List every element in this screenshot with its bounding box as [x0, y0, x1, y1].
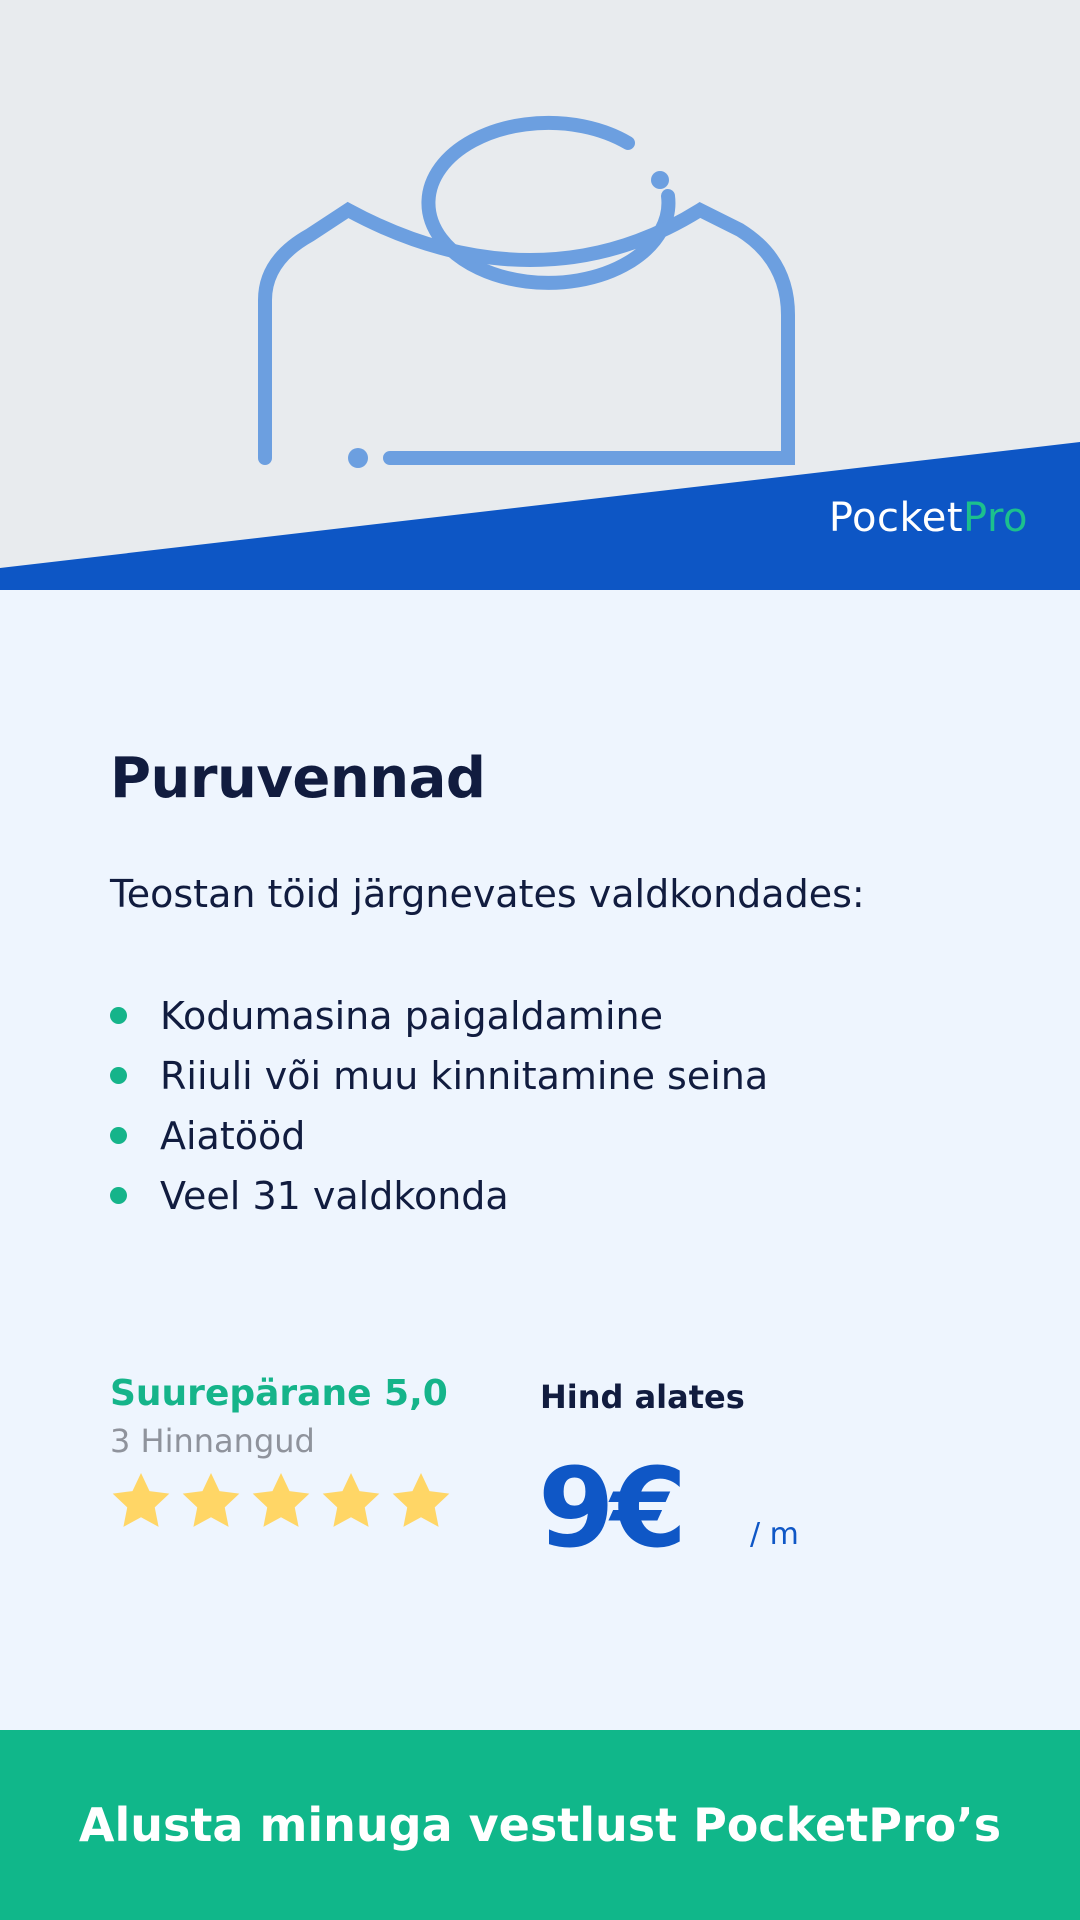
- service-label: Veel 31 valdkonda: [160, 1174, 509, 1218]
- start-chat-button[interactable]: [0, 1730, 1080, 1920]
- rating-count: 3 Hinnangud: [110, 1422, 315, 1460]
- rating-label: Suurepärane 5,0: [110, 1373, 448, 1414]
- list-item: [110, 990, 768, 1050]
- star-icon: [318, 1468, 384, 1534]
- service-label: Riiuli või muu kinnitamine seina: [160, 1054, 769, 1098]
- star-icon: [178, 1468, 244, 1534]
- bullet-icon: [110, 1067, 127, 1084]
- star-icon: [108, 1468, 174, 1534]
- logo-text-pro: Pro: [963, 495, 1028, 541]
- service-label: Kodumasina paigaldamine: [160, 994, 663, 1038]
- bullet-icon: [110, 1127, 127, 1144]
- price-label: Hind alates: [540, 1378, 745, 1416]
- star-icon: [388, 1468, 454, 1534]
- list-item: [110, 1110, 768, 1170]
- services-list: [110, 990, 768, 1230]
- price-value: 9€: [538, 1444, 684, 1572]
- star-rating: [108, 1468, 454, 1534]
- service-label: Aiatööd: [160, 1114, 306, 1158]
- services-intro: Teostan töid järgnevates valdkondades:: [110, 872, 865, 916]
- pocketpro-logo: [828, 495, 1028, 541]
- star-icon: [248, 1468, 314, 1534]
- logo-text-pocket: Pocket: [828, 495, 964, 541]
- header-banner: [0, 0, 1080, 590]
- bullet-icon: [110, 1007, 127, 1024]
- list-item: [110, 1170, 768, 1230]
- bullet-icon: [110, 1187, 127, 1204]
- price-unit: / m: [750, 1517, 799, 1552]
- provider-name: Puruvennad: [110, 746, 486, 811]
- start-chat-label: Alusta minuga vestlust PocketPro’s: [78, 1798, 1002, 1852]
- list-item: [110, 1050, 768, 1110]
